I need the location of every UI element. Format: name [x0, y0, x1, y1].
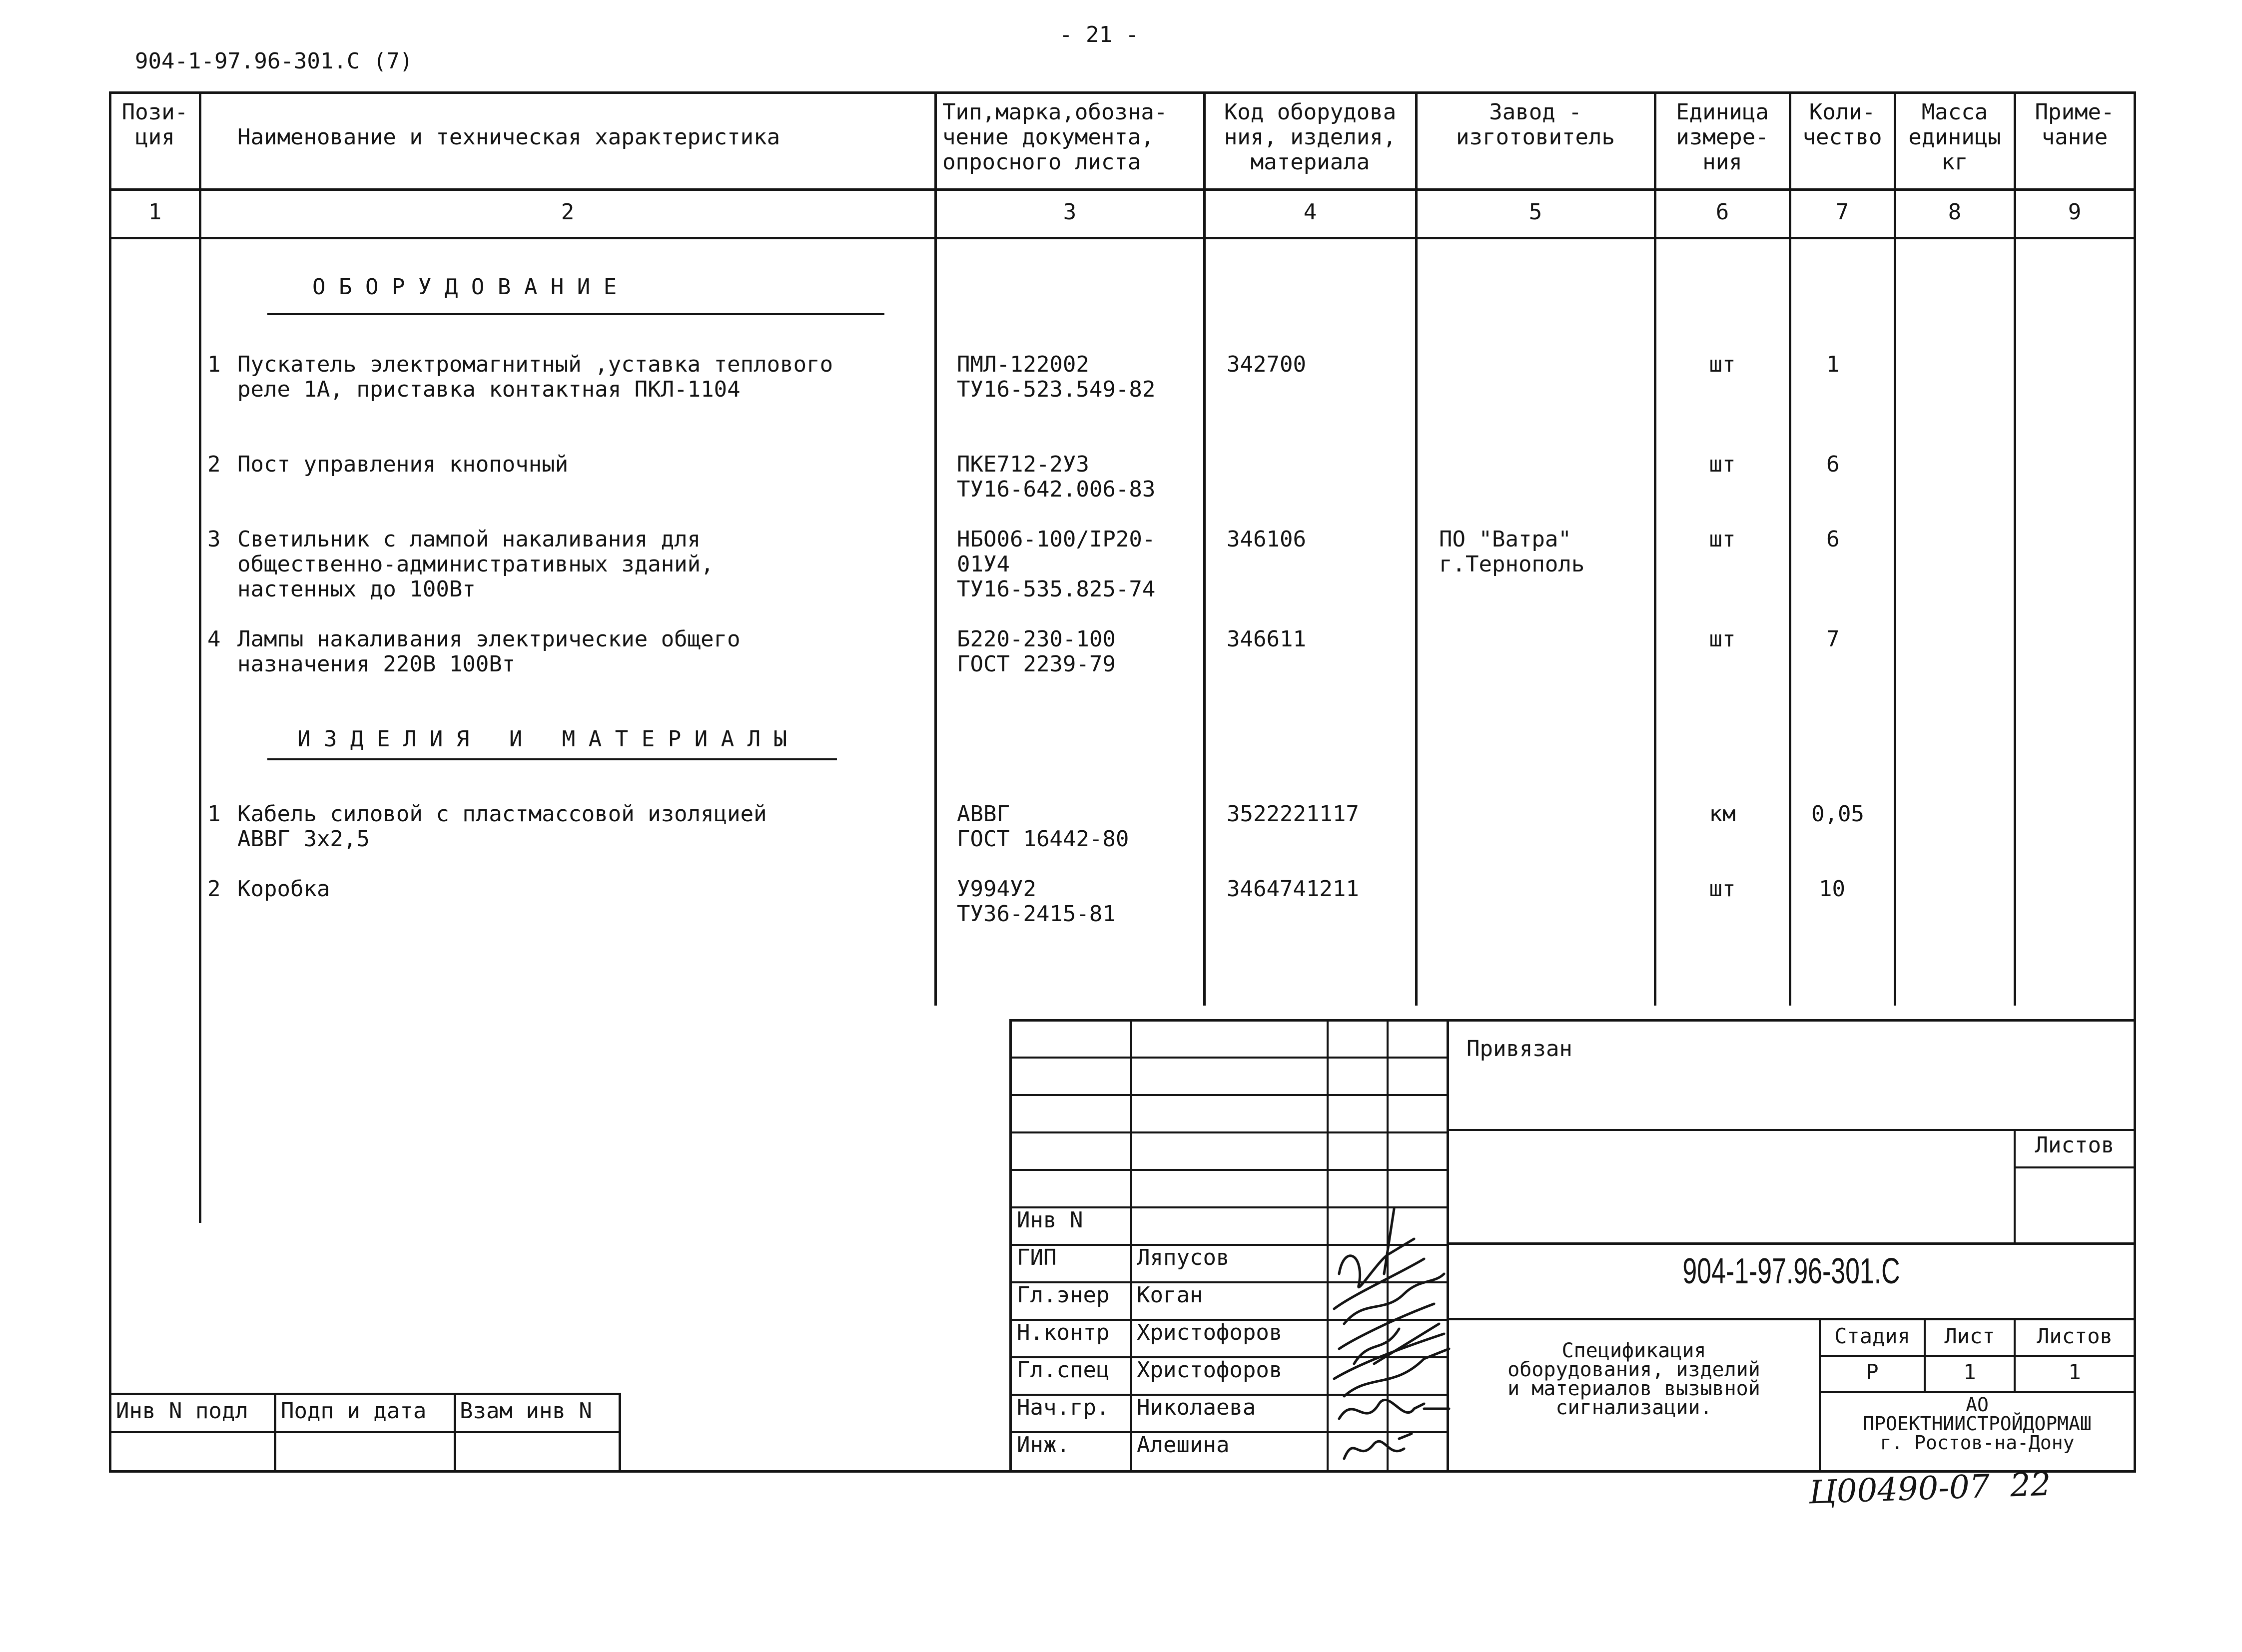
privyazan-label: Привязан — [1467, 1036, 1572, 1062]
row-position: 3 — [207, 527, 221, 552]
signatory-role: Гл.спец — [1017, 1357, 1110, 1383]
row-qty: 7 — [1826, 626, 1840, 652]
header-maker: Завод - изготовитель — [1456, 99, 1615, 150]
sheet-value: 1 — [1963, 1360, 1976, 1384]
sheets-label: Листов — [2037, 1324, 2113, 1348]
signatory-name: Христофоров — [1137, 1320, 1283, 1345]
row-code: 342700 — [1227, 352, 1306, 377]
row-unit: шт — [1709, 527, 1736, 552]
header-unit: Единица измере- ния — [1676, 99, 1769, 175]
row-qty: 6 — [1826, 452, 1840, 477]
inv-n-podl-label: Инв N подл — [116, 1398, 248, 1424]
vzam-inv-label: Взам инв N — [460, 1398, 592, 1424]
row-code: 3522221117 — [1227, 801, 1359, 827]
row-qty: 10 — [1819, 876, 1845, 902]
row-unit: км — [1709, 801, 1736, 827]
row-code: 3464741211 — [1227, 876, 1359, 902]
signatory-name: Христофоров — [1137, 1357, 1283, 1383]
colnum-1: 1 — [148, 199, 162, 225]
signatory-role: Н.контр — [1017, 1320, 1110, 1345]
header-name: Наименование и техническая характеристика — [237, 124, 780, 150]
row-unit: шт — [1709, 876, 1736, 902]
colnum-5: 5 — [1528, 199, 1542, 225]
colnum-2: 2 — [561, 199, 575, 225]
page-number: - 21 - — [1059, 22, 1139, 47]
row-unit: шт — [1709, 352, 1736, 377]
row-qty: 1 — [1826, 352, 1840, 377]
row-unit: шт — [1709, 452, 1736, 477]
row-position: 1 — [207, 352, 221, 377]
colnum-7: 7 — [1835, 199, 1849, 225]
header-qty: Коли- чество — [1802, 99, 1882, 150]
stage-value: Р — [1866, 1360, 1879, 1384]
signatory-role: Гл.энер — [1017, 1282, 1110, 1308]
signatory-name: Коган — [1137, 1282, 1203, 1308]
row-qty: 0,05 — [1811, 801, 1864, 827]
sheet-label: Лист — [1944, 1324, 1995, 1348]
row-code: 346611 — [1227, 626, 1306, 652]
stamp-doc-code: 904-1-97.96-301.С — [1682, 1251, 1900, 1291]
row-name: Коробка — [237, 876, 330, 902]
colnum-8: 8 — [1948, 199, 1962, 225]
row-type: ПКЕ712-2У3 ТУ16-642.006-83 — [957, 452, 1156, 502]
row-code: 346106 — [1227, 527, 1306, 552]
signatory-role: ГИП — [1017, 1245, 1057, 1270]
sheets-value: 1 — [2068, 1360, 2081, 1384]
row-maker: ПО "Ватра" г.Тернополь — [1439, 527, 1585, 577]
signatory-name: Николаева — [1137, 1395, 1256, 1420]
section-materials-title: И З Д Е Л И Я И М А Т Е Р И А Л Ы — [297, 726, 787, 752]
signatory-role: Инж. — [1017, 1432, 1070, 1458]
section-equipment-title: О Б О Р У Д О В А Н И Е — [312, 274, 617, 300]
colnum-3: 3 — [1063, 199, 1077, 225]
header-type: Тип,марка,обозна- чение документа, опросного листа — [942, 99, 1168, 175]
signatures-icon — [1324, 1199, 1454, 1471]
row-type: НБО06-100/IP20- 01У4 ТУ16-535.825-74 — [957, 527, 1156, 602]
row-position: 4 — [207, 626, 221, 652]
inv-n-label: Инв N — [1017, 1207, 1083, 1233]
stamp-title: Спецификация оборудования, изделий и материалов вызывной сигнализации. — [1507, 1339, 1760, 1419]
row-type: Б220-230-100 ГОСТ 2239-79 — [957, 626, 1116, 677]
row-type: ПМЛ-122002 ТУ16-523.549-82 — [957, 352, 1156, 402]
archive-number: Ц00490-07 22 — [1808, 1466, 2052, 1512]
header-code: Код оборудова ния, изделия, материала — [1224, 99, 1397, 175]
row-position: 2 — [207, 876, 221, 902]
row-position: 2 — [207, 452, 221, 477]
row-type: У994У2 ТУ36-2415-81 — [957, 876, 1116, 927]
colnum-9: 9 — [2068, 199, 2082, 225]
row-name: Светильник с лампой накаливания для общественно-административных зданий, настенных до 100Вт — [237, 527, 714, 602]
header-position: Пози- ция — [121, 99, 188, 150]
row-name: Кабель силовой с пластмассовой изоляцией АВВГ 3х2,5 — [237, 801, 767, 852]
organization: АО ПРОЕКТНИИСТРОЙДОРМАШ г. Ростов-на-Дону — [1863, 1394, 2092, 1454]
colnum-4: 4 — [1303, 199, 1317, 225]
doc-code-top: 904-1-97.96-301.С (7) — [135, 48, 413, 74]
stage-label: Стадия — [1834, 1324, 1910, 1348]
header-note: Приме- чание — [2035, 99, 2115, 150]
podp-data-label: Подп и дата — [281, 1398, 427, 1424]
signatory-role: Нач.гр. — [1017, 1395, 1110, 1420]
signatory-name: Ляпусов — [1137, 1245, 1230, 1270]
row-type: АВВГ ГОСТ 16442-80 — [957, 801, 1129, 852]
row-name: Пост управления кнопочный — [237, 452, 569, 477]
listov-label-top: Листов — [2035, 1132, 2115, 1158]
row-name: Лампы накаливания электрические общего назначения 220В 100Вт — [237, 626, 741, 677]
row-qty: 6 — [1826, 527, 1840, 552]
colnum-6: 6 — [1715, 199, 1729, 225]
row-position: 1 — [207, 801, 221, 827]
row-unit: шт — [1709, 626, 1736, 652]
row-name: Пускатель электромагнитный ,уставка теплового реле 1А, приставка контактная ПКЛ-1104 — [237, 352, 833, 402]
signatory-name: Алешина — [1137, 1432, 1230, 1458]
header-mass: Масса единицы кг — [1908, 99, 2001, 175]
